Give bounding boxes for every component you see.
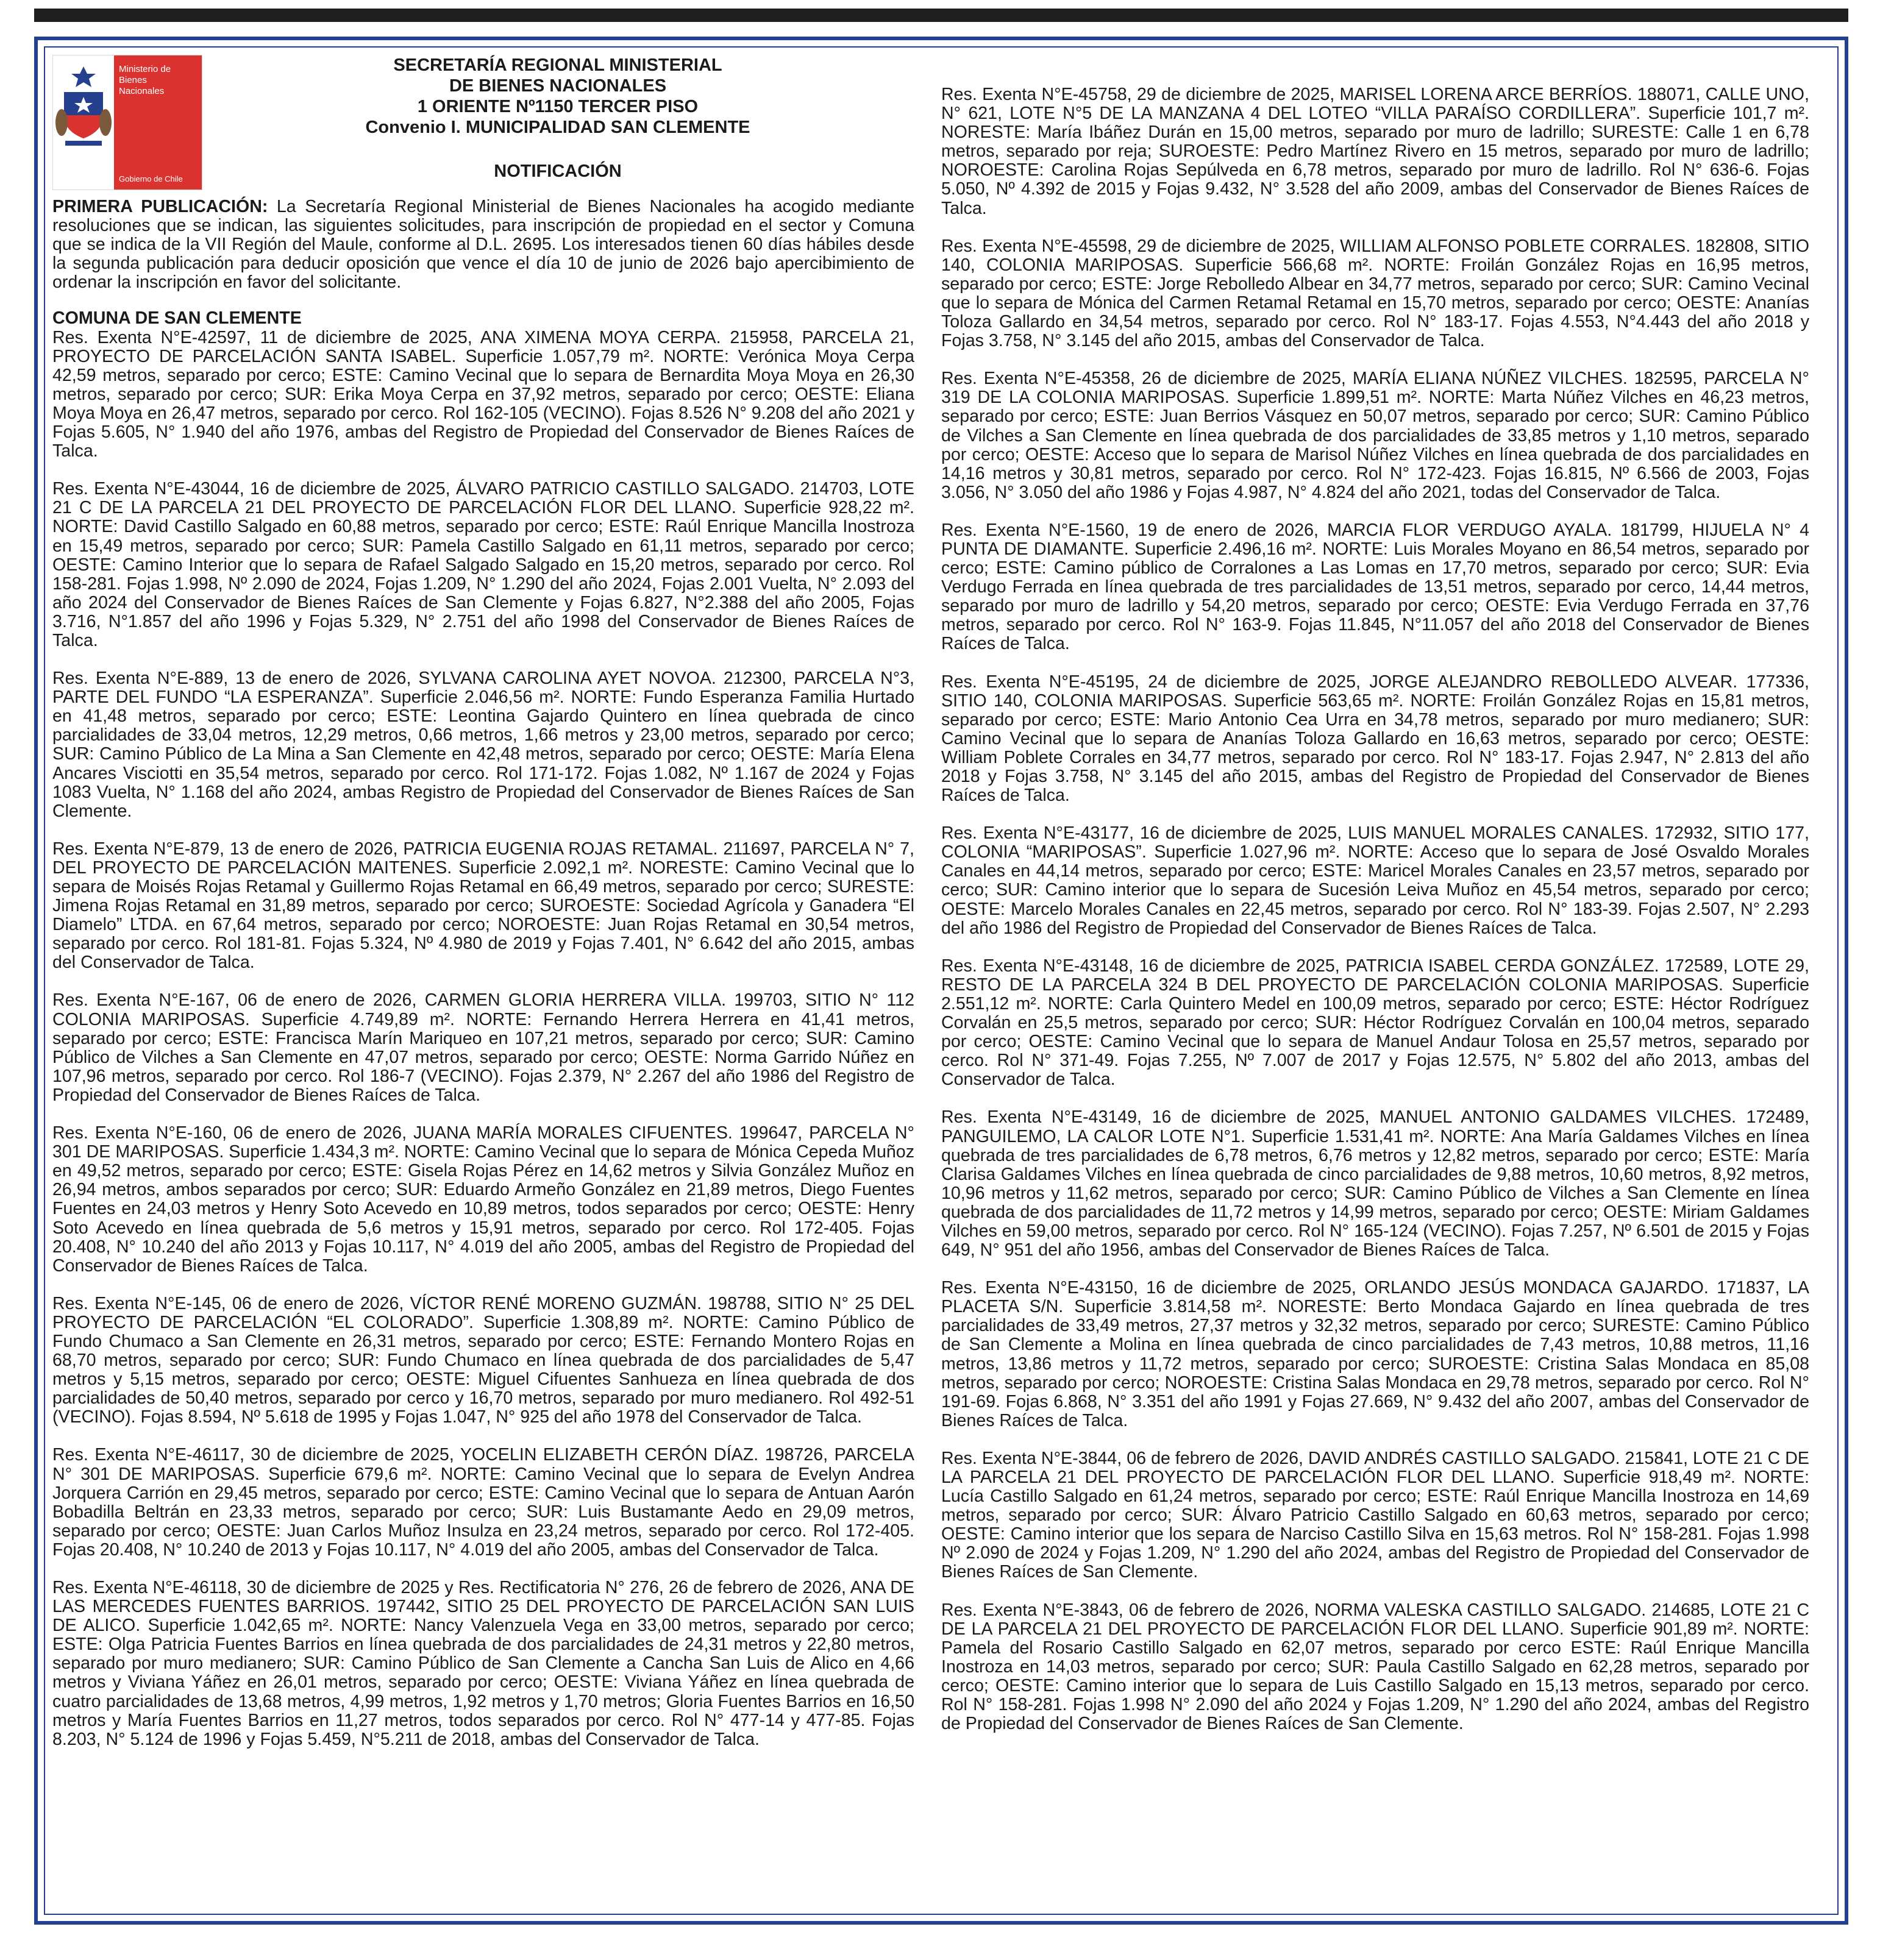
intro-label: PRIMERA PUBLICACIÓN: xyxy=(52,197,268,216)
resolution-entry: Res. Exenta N°E-43149, 16 de diciembre de 2025, MANUEL ANTONIO GALDAMES VILCHES. 172489, PANGUILEMO, LA CALOR LOTE N°1. Superficie 1.531,41 m². NORTE: Ana María Galdames Vilches en línea quebrada de tres parcialidades de 6,78 metros, 6,76 metros y 12,82 metros, separado por cerco; ESTE: María Clarisa Galdames Vilches en línea quebrada de cinco parcialidades de 9,88 metros, 10,60 metros, 8,92 metros, 10,96 metros y 11,62 metros, separado por cerco; SUR: Camino Público de Vilches a San Clemente en línea quebrada de dos parcialidades de 11,72 metros y 14,99 metros, separado por cerco; OESTE: Miriam Galdames Vilches en 59,00 metros, separado por cerco. Rol N° 165-124 (VECINO). Fojas 7.257, Nº 6.501 de 2015 y Fojas 649, N° 951 del año 1956, ambas del Conservador de Bienes Raíces de Talca. xyxy=(941,1107,1809,1260)
resolution-entry: Res. Exenta N°E-43044, 16 de diciembre de 2025, ÁLVARO PATRICIO CASTILLO SALGADO. 214703, LOTE 21 C DE LA PARCELA 21 DEL PROYECTO DE PARCELACIÓN FLOR DEL LLANO. Superficie 928,22 m². NORTE: David Castillo Salgado en 60,88 metros, separado por cerco; ESTE: Raúl Enrique Mancilla Inostroza en 15,49 metros, separado por cerco; SUR: Pamela Castillo Salgado en 61,11 metros, separado por cerco; OESTE: Camino Interior que lo separa de Rafael Salgado Salgado en 15,20 metros, separado por cerco. Rol 158-281. Fojas 1.998, Nº 2.090 de 2024, Fojas 1.209, N° 1.290 del año 2024, Fojas 2.001 Vuelta, N° 2.093 del año 2024 del Conservador de Bienes Raíces de San Clemente y Fojas 6.827, N°2.388 del año 2005, Fojas 3.716, N°1.857 del año 1996 y Fojas 5.329, N° 2.751 del año 1998 del Conservador de Bienes Raíces de Talca. xyxy=(52,479,914,650)
resolution-entry: Res. Exenta N°E-145, 06 de enero de 2026, VÍCTOR RENÉ MORENO GUZMÁN. 198788, SITIO N° 25 DEL PROYECTO DE PARCELACIÓN “EL COLORADO”. Superficie 1.308,89 m². NORTE: Camino Público de Fundo Chumaco a San Clemente en 26,31 metros, separado por cerco; ESTE: Fernando Montero Rojas en 68,70 metros, separado por cerco; SUR: Fundo Chumaco en línea quebrada de dos parcialidades de 5,47 metros y 5,15 metros, separado por cerco; OESTE: Miguel Cifuentes Sanhueza en línea quebrada de dos parcialidades de 50,40 metros, separado por cerco y 16,70 metros, separado por muro medianero. Rol 492-51 (VECINO). Fojas 8.594, Nº 5.618 de 1995 y Fojas 1.047, N° 925 del año 1978 del Conservador de Talca. xyxy=(52,1293,914,1427)
resolution-entry: Res. Exenta N°E-46118, 30 de diciembre de 2025 y Res. Rectificatoria N° 276, 26 de febrero de 2026, ANA DE LAS MERCEDES FUENTES BARRIOS. 197442, SITIO 25 DEL PROYECTO DE PARCELACIÓN SAN LUIS DE ALICO. Superficie 1.042,65 m². NORTE: Nancy Valenzuela Vega en 33,00 metros, separado por cerco; ESTE: Olga Patricia Fuentes Barrios en línea quebrada de dos parcialidades de 24,31 metros y 22,80 metros, separado por muro medianero; SUR: Camino Público de San Clemente a Cancha San Luis de Alico en 4,66 metros y Viviana Yáñez en 26,01 metros, separado por cerco; OESTE: Viviana Yáñez en línea quebrada de cuatro parcialidades de 13,68 metros, 4,99 metros, 1,92 metros y 1,70 metros; Gloria Fuentes Barrios en 16,50 metros y María Fuentes Barrios en 11,27 metros, todos separados por cerco. Rol N° 477-14 y 477-85. Fojas 8.203, N° 5.124 de 1996 y Fojas 5.459, N°5.211 de 2018, ambas del Conservador de Talca. xyxy=(52,1578,914,1749)
resolution-entry: Res. Exenta N°E-1560, 19 de enero de 2026, MARCIA FLOR VERDUGO AYALA. 181799, HIJUELA N° 4 PUNTA DE DIAMANTE. Superficie 2.496,16 m². NORTE: Luis Morales Moyano en 86,54 metros, separado por cerco; ESTE: Camino público de Corralones a Las Lomas en 17,70 metros, separado por cerco; SUR: Evia Verdugo Ferrada en línea quebrada de tres parcialidades de 13,51 metros, separado por cerco, 14,44 metros, separado por muro de ladrillo y 54,20 metros, separado por cerco; OESTE: Evia Verdugo Ferrada en 37,76 metros, separado por cerco. Rol N° 163-9. Fojas 11.845, N°11.057 del año 2018 del Conservador de Bienes Raíces de Talca. xyxy=(941,520,1809,654)
ministry-logo-panel xyxy=(114,55,202,190)
header-line-4: Convenio I. MUNICIPALIDAD SAN CLEMENTE xyxy=(365,118,750,137)
header-line-3: 1 ORIENTE Nº1150 TERCER PISO xyxy=(417,97,699,116)
top-rule xyxy=(34,9,1848,22)
resolution-entry: Res. Exenta N°E-42597, 11 de diciembre de 2025, ANA XIMENA MOYA CERPA. 215958, PARCELA 21, PROYECTO DE PARCELACIÓN SANTA ISABEL. Superficie 1.057,79 m². NORTE: Verónica Moya Cerpa 42,59 metros, separado por cerco; ESTE: Camino Vecinal que lo separa de Bernardita Moya Moya en 26,30 metros, separado por cerco; SUR: Erika Moya Cerpa en 37,92 metros, separado por cerco; OESTE: Eliana Moya Moya en 26,47 metros, separado por cerco. Rol 162-105 (VECINO). Fojas 8.526 N° 9.208 del año 2021 y Fojas 5.605, N° 1.940 del año 1976, ambas del Registro de Propiedad del Conservador de Bienes Raíces de Talca. xyxy=(52,327,914,461)
resolution-entry: Res. Exenta N°E-43150, 16 de diciembre de 2025, ORLANDO JESÚS MONDACA GAJARDO. 171837, LA PLACETA S/N. Superficie 3.814,58 m². NORESTE: Berto Mondaca Gajardo en línea quebrada de tres parcialidades de 33,49 metros, 27,37 metros y 32,32 metros, separado por cerco; SURESTE: Camino Público de San Clemente a Molina en línea quebrada de cinco parcialidades de 7,43 metros, 10,88 metros, 11,16 metros, 13,86 metros y 11,72 metros, separado por cerco; SUROESTE: Cristina Salas Mondaca en 85,08 metros, separado por cerco; NOROESTE: Cristina Salas Mondaca en 29,78 metros, separado por cerco. Rol N° 191-69. Fojas 6.868, N° 3.351 del año 1991 y Fojas 27.669, N° 9.432 del año 2007, ambas del Conservador de Bienes Raíces de Talca. xyxy=(941,1278,1809,1430)
left-column xyxy=(52,55,914,1768)
notice-frame xyxy=(34,37,1848,1925)
logo-text-1: Ministerio de xyxy=(119,64,171,74)
logo-text-2: Bienes xyxy=(119,75,147,85)
resolution-entry: Res. Exenta N°E-46117, 30 de diciembre de 2025, YOCELIN ELIZABETH CERÓN DÍAZ. 198726, PARCELA N° 301 DE MARIPOSAS. Superficie 679,6 m². NORTE: Camino Vecinal que lo separa de Evelyn Andrea Jorquera Carrión en 29,45 metros, separado por cerco; ESTE: Camino Vecinal que lo separa de Antuan Aarón Bobadilla Beltrán en 23,33 metros, separado por cerco; SUR: Luis Bustamante Aedo en 29,09 metros, separado por cerco; OESTE: Juan Carlos Muñoz Insulza en 23,24 metros, separado por cerco. Rol 172-405. Fojas 20.408, N° 10.240 de 2013 y Fojas 10.117, N° 4.019 del año 2005, ambas del Conservador de Talca. xyxy=(52,1445,914,1560)
header-line-1: SECRETARÍA REGIONAL MINISTERIAL xyxy=(393,55,722,75)
right-column xyxy=(941,85,1809,1752)
resolution-entry: Res. Exenta N°E-45195, 24 de diciembre de 2025, JORGE ALEJANDRO REBOLLEDO ALVEAR. 177336, SITIO 140, COLONIA MARIPOSAS. Superficie 563,65 m². NORTE: Froilán González Rojas en 15,81 metros, separado por cerco; ESTE: Mario Antonio Cea Urra en 34,78 metros, separado por muro medianero; SUR: Camino Vecinal que lo separa de Ananías Toloza Gallardo en 16,63 metros, separado por cerco; OESTE: William Poblete Corrales en 34,77 metros, separado por cerco. Rol N° 183-17. Fojas 2.947, N° 2.813 del año 2018 y Fojas 3.758, N° 3.145 del año 2015, ambas del Registro de Propiedad del Conservador de Bienes Raíces de Talca. xyxy=(941,672,1809,806)
logo-footer: Gobierno de Chile xyxy=(119,174,183,183)
resolution-entry: Res. Exenta N°E-43148, 16 de diciembre de 2025, PATRICIA ISABEL CERDA GONZÁLEZ. 172589, LOTE 29, RESTO DE LA PARCELA 324 B DEL PROYECTO DE PARCELACIÓN COLONIA MARIPOSAS. Superficie 2.551,12 m². NORTE: Carla Quintero Medel en 100,09 metros, separado por cerco; ESTE: Héctor Rodríguez Corvalán en 25,5 metros, separado por cerco; SUR: Héctor Rodríguez Corvalán en 100,04 metros, separado por cerco; OESTE: Camino Vecinal que lo separa de Manuel Andaur Tolosa en 25,57 metros, separado por cerco. Rol N° 371-49. Fojas 7.255, Nº 7.007 de 2017 y Fojas 12.575, N° 5.802 del año 2013, ambas del Conservador de Talca. xyxy=(941,956,1809,1090)
resolution-entry: Res. Exenta N°E-879, 13 de enero de 2026, PATRICIA EUGENIA ROJAS RETAMAL. 211697, PARCELA N° 7, DEL PROYECTO DE PARCELACIÓN MAITENES. Superficie 2.092,1 m². NORESTE: Camino Vecinal que lo separa de Moisés Rojas Retamal y Guillermo Rojas Retamal en 66,49 metros, separado por cerco; SURESTE: Jimena Rojas Retamal en 31,89 metros, separado por cerco; SUROESTE: Sociedad Agrícola y Ganadera “El Diamelo” LTDA. en 67,64 metros, separado por cerco; NOROESTE: Juan Rojas Retamal en 30,54 metros, separado por cerco. Rol 181-81. Fojas 5.324, Nº 4.980 de 2019 y Fojas 7.401, N° 6.642 del año 2015, ambas del Conservador de Talca. xyxy=(52,839,914,973)
resolution-entry: Res. Exenta N°E-45758, 29 de diciembre de 2025, MARISEL LORENA ARCE BERRÍOS. 188071, CALLE UNO, N° 621, LOTE N°5 DE LA MANZANA 4 DEL LOTEO “VILLA PARAÍSO CORDILLERA”. Superficie 101,7 m². NORESTE: María Ibáñez Durán en 15,00 metros, separado por muro de ladrillo; SURESTE: Calle 1 en 6,78 metros, separado por reja; SUROESTE: Pedro Martínez Rivero en 15 metros, separado por muro de ladrillo; NOROESTE: Carolina Rojas Sepúlveda en 6,78 metros, separado por muro de ladrillo. Rol N° 636-6. Fojas 5.050, Nº 4.392 de 2015 y Fojas 9.432, N° 3.528 del año 2009, ambas del Conservador de Bienes Raíces de Talca. xyxy=(941,85,1809,218)
ministry-logo xyxy=(52,55,202,190)
logo-text-3: Nacionales xyxy=(119,86,165,96)
notice-header xyxy=(52,55,914,197)
resolution-entry: Res. Exenta N°E-160, 06 de enero de 2026, JUANA MARÍA MORALES CIFUENTES. 199647, PARCELA N° 301 DE MARIPOSAS. Superficie 1.434,3 m². NORTE: Camino Vecinal que lo separa de Mónica Cepeda Muñoz en 49,52 metros, separado por cerco; ESTE: Gisela Rojas Pérez en 14,62 metros y Silvia González Muñoz en 26,94 metros, ambos separados por cerco; SUR: Eduardo Armeño González en 21,89 metros, Diego Fuentes Fuentes en 24,03 metros y Henry Soto Acevedo en 10,89 metros, todos separados por cerco; OESTE: Henry Soto Acevedo en línea quebrada de 5,6 metros y 15,91 metros, separado por cerco. Rol 172-405. Fojas 20.408, N° 10.240 del año 2013 y Fojas 10.117, N° 4.019 del año 2005, ambas del Registro de Propiedad del Conservador de Bienes Raíces de Talca. xyxy=(52,1123,914,1276)
coat-of-arms-icon xyxy=(53,55,114,190)
intro-text: La Secretaría Regional Ministerial de Bienes Nacionales ha acogido mediante resoluciones que se indican, las siguientes solicitudes, para inscripción de propiedad en el sector y Comuna que se indica de la VII Región del Maule, conforme al D.L. 2695. Los interesados tienen 60 días hábiles desde la segunda publicación para deducir oposición que vence el día 10 de junio de 2026 bajo apercibimiento de ordenar la inscripción en favor del solicitante. xyxy=(52,197,915,293)
header-title-block xyxy=(201,55,914,182)
resolution-entry: Res. Exenta N°E-45358, 26 de diciembre de 2025, MARÍA ELIANA NÚÑEZ VILCHES. 182595, PARCELA N° 319 DE LA COLONIA MARIPOSAS. Superficie 1.899,51 m². NORTE: Marta Núñez Vilches en 46,23 metros, separado por cerco; ESTE: Juan Berrios Vásquez en 50,07 metros, separado por cerco; SUR: Camino Público de Vilches a San Clemente en línea quebrada de dos parcialidades de 33,85 metros y 1,10 metros, separado por cerco; OESTE: Acceso que lo separa de Marisol Núñez Vilches en línea quebrada de dos parcialidades en 14,16 metros y 30,81 metros, separado por cerco. Rol N° 172-423. Fojas 16.815, Nº 6.566 de 2003, Fojas 3.056, N° 3.050 del año 1986 y Fojas 4.987, N° 4.824 del año 2021, todas del Conservador de Talca. xyxy=(941,369,1809,502)
resolution-entry: Res. Exenta N°E-3844, 06 de febrero de 2026, DAVID ANDRÉS CASTILLO SALGADO. 215841, LOTE 21 C DE LA PARCELA 21 DEL PROYECTO DE PARCELACIÓN FLOR DEL LLANO. Superficie 918,49 m². NORTE: Lucía Castillo Salgado en 61,24 metros, separado por cerco; ESTE: Raúl Enrique Mancilla Inostroza en 14,69 metros, separado por cerco; SUR: Álvaro Patricio Castillo Salgado en 60,63 metros, separado por cerco; OESTE: Camino interior que los separa de Narciso Castillo Silva en 15,63 metros. Rol N° 158-281. Fojas 1.998 Nº 2.090 de 2024 y Fojas 1.209, N° 1.290 del año 2024, ambas del Registro de Propiedad del Conservador de Bienes Raíces de San Clemente. xyxy=(941,1448,1809,1582)
intro-paragraph xyxy=(52,197,914,292)
comuna-heading: COMUNA DE SAN CLEMENTE xyxy=(52,308,302,328)
resolution-entry: Res. Exenta N°E-889, 13 de enero de 2026, SYLVANA CAROLINA AYET NOVOA. 212300, PARCELA N°3, PARTE DEL FUNDO “LA ESPERANZA”. Superficie 2.046,56 m². NORTE: Fundo Esperanza Familia Hurtado en 41,48 metros, separado por cerco; ESTE: Leontina Gajardo Quintero en línea quebrada de cinco parcialidades de 33,04 metros, 12,29 metros, 0,66 metros, 1,66 metros y 23,00 metros, separado por cerco; SUR: Camino Público de La Mina a San Clemente en 42,48 metros, separado por cerco; OESTE: María Elena Ancares Visciotti en 35,54 metros, separado por cerco. Rol 171-172. Fojas 1.082, Nº 1.167 de 2024 y Fojas 1083 Vuelta, N° 1.168 del año 2024, ambas Registro de Propiedad del Conservador de Bienes Raíces de San Clemente. xyxy=(52,669,914,821)
header-line-2: DE BIENES NACIONALES xyxy=(449,76,667,96)
notification-title: NOTIFICACIÓN xyxy=(494,162,622,181)
resolution-entry: Res. Exenta N°E-3843, 06 de febrero de 2026, NORMA VALESKA CASTILLO SALGADO. 214685, LOTE 21 C DE LA PARCELA 21 DEL PROYECTO DE PARCELACIÓN FLOR DEL LLANO. Superficie 901,89 m². NORTE: Pamela del Rosario Castillo Salgado en 62,07 metros, separado por cerco ESTE: Raúl Enrique Mancilla Inostroza en 14,03 metros, separado por cerco; SUR: Paula Castillo Salgado en 62,28 metros, separado por cerco; OESTE: Camino interior que lo separa de Luis Castillo Salgado en 15,13 metros, separado por cerco. Rol N° 158-281. Fojas 1.998 N° 2.090 del año 2024 y Fojas 1.209, N° 1.290 del año 2024, ambas del Registro de Propiedad del Conservador de Bienes Raíces de San Clemente. xyxy=(941,1600,1809,1734)
resolution-entry: Res. Exenta N°E-43177, 16 de diciembre de 2025, LUIS MANUEL MORALES CANALES. 172932, SITIO 177, COLONIA “MARIPOSAS”. Superficie 1.027,96 m². NORTE: Acceso que lo separa de José Osvaldo Morales Canales en 44,14 metros, separado por cerco; ESTE: Maricel Morales Canales en 23,57 metros, separado por cerco; SUR: Camino interior que lo separa de Sucesión Leiva Muñoz en 45,54 metros, separado por cerco; OESTE: Marcelo Morales Canales en 22,45 metros, separado por cerco. Rol N° 183-39. Fojas 2.507, N° 2.293 del año 1986 del Registro de Propiedad del Conservador de Bienes Raíces de Talca. xyxy=(941,823,1809,938)
resolution-entry: Res. Exenta N°E-167, 06 de enero de 2026, CARMEN GLORIA HERRERA VILLA. 199703, SITIO N° 112 COLONIA MARIPOSAS. Superficie 4.749,89 m². NORTE: Fernando Herrera Herrera en 41,41 metros, separado por cerco; ESTE: Francisca Marín Mariqueo en 107,21 metros, separado por cerco; SUR: Camino Público de Vilches a San Clemente en 47,07 metros, separado por cerco; OESTE: Norma Garrido Núñez en 107,96 metros, separado por cerco. Rol 186-7 (VECINO). Fojas 2.379, N° 2.267 del año 1986 del Registro de Propiedad del Conservador de Bienes Raíces de Talca. xyxy=(52,990,914,1105)
resolution-entry: Res. Exenta N°E-45598, 29 de diciembre de 2025, WILLIAM ALFONSO POBLETE CORRALES. 182808, SITIO 140, COLONIA MARIPOSAS. Superficie 566,68 m². NORTE: Froilán González Rojas en 16,95 metros, separado por cerco; ESTE: Jorge Rebolledo Albear en 34,77 metros, separado por cerco; SUR: Camino Vecinal que lo separa de Mónica del Carmen Retamal Retamal en 15,70 metros, separado por cerco; OESTE: Ananías Toloza Gallardo en 34,54 metros, separado por cerco. Rol N° 183-17. Fojas 4.553, N°4.443 del año 2018 y Fojas 3.758, N° 3.145 del año 2015, ambas del Conservador de Talca. xyxy=(941,236,1809,351)
